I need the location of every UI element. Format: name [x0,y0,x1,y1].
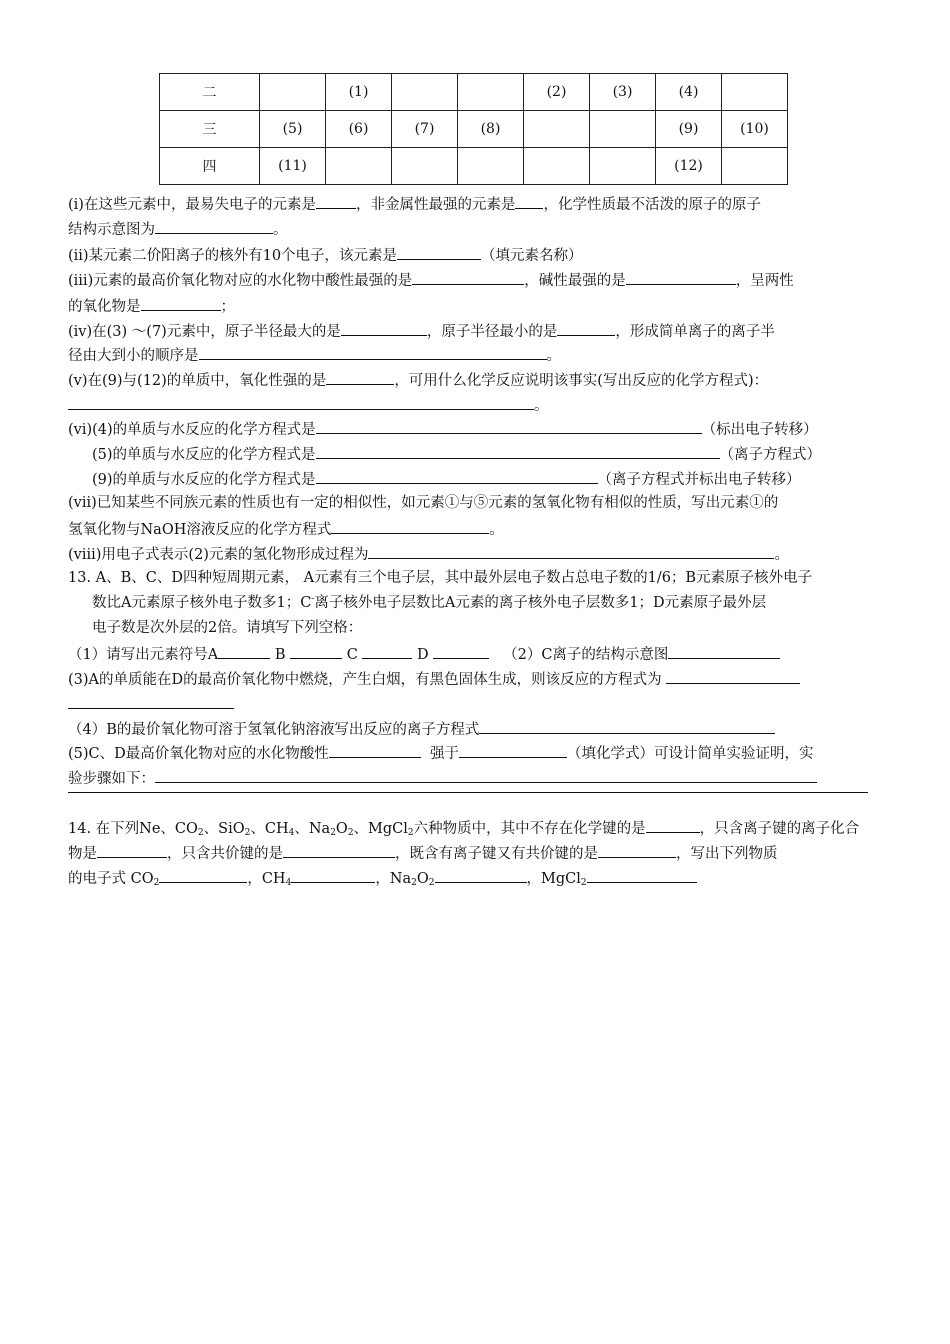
q13-part5-line1 [68,742,813,764]
table-cell: (11) [260,148,326,185]
text: 数比A元素原子核外电子数多1；C [92,595,312,611]
subscript: 2 [407,828,414,838]
periodic-table-fragment [159,73,788,185]
table-row [160,111,788,148]
q12-vi-line3 [92,468,801,490]
text: C [346,647,358,663]
answer-blank[interactable] [646,817,700,833]
text: ，非金属性最强的元素是 [355,197,516,213]
text: (5)C、D最高价氧化物对应的水化物酸性 [68,746,329,762]
q13-part3 [68,668,800,690]
text: 强于 [429,746,459,762]
subscript: 2 [330,828,336,838]
q12-vi-line2 [92,443,821,465]
text: （填化学式）可设计简单实验证明，实 [566,746,814,762]
q13-part1-2 [68,643,780,665]
text: 。 [546,348,561,364]
table-cell: (4) [656,74,722,111]
q12-iii-line1 [68,269,794,291]
text: 。 [534,398,549,414]
text: 的电子式 CO [68,871,154,887]
answer-blank[interactable] [290,643,342,659]
text: 13. A、B、C、D四种短周期元素， A元素有三个电子层，其中最外层电子数占总电子数的1/6；B元素原子核外电子 [68,570,813,586]
text: 物是 [68,846,97,862]
q13-part5-line3 [68,777,868,799]
answer-blank[interactable] [316,443,720,459]
text: （标出电子转移） [701,422,818,438]
answer-blank[interactable] [68,777,868,793]
text: 结构示意图为 [68,222,155,238]
table-cell: (10) [722,111,788,148]
table-cell [590,148,656,185]
text: （离子方程式并标出电子转移） [597,472,801,488]
text: (ⅵ)(4)的单质与水反应的化学方程式是 [68,422,316,438]
period-label: 三 [160,111,260,148]
text: 、CH [250,821,289,837]
text: ； [220,299,235,315]
table-row [160,74,788,111]
subscript: 2 [347,828,354,838]
answer-blank[interactable] [479,718,775,734]
text: ，可用什么化学反应说明该事实(写出反应的化学方程式)： [394,373,769,389]
table-cell [590,111,656,148]
subscript: 2 [244,828,251,838]
answer-blank[interactable] [433,643,489,659]
text: ，只含共价键的是 [167,846,283,862]
table-cell [722,148,788,185]
q12-iv-line2 [68,344,561,366]
text: ，Na [375,871,412,887]
text: (ⅷ)用电子式表示(2)元素的氢化物形成过程为 [68,547,369,563]
table-cell: (1) [326,74,392,111]
answer-blank[interactable] [316,193,356,209]
table-cell [524,111,590,148]
table-cell [458,148,524,185]
text: (ⅶ)已知某些不同族元素的性质也有一定的相似性，如元素①与⑤元素的氢氧化物有相似的性质，写出元素①的 [68,495,779,511]
text: (ⅰ)在这些元素中，最易失电子的元素是 [68,197,316,213]
text: 。 [489,522,504,538]
table-cell [326,148,392,185]
answer-blank[interactable] [199,344,547,360]
answer-blank[interactable] [97,842,167,858]
text: (3)A的单质能在D的最高价氧化物中燃烧，产生白烟，有黑色固体生成，则该反应的方程式为 [68,672,662,688]
subscript: 2 [411,878,417,888]
text: (5)的单质与水反应的化学方程式是 [92,447,316,463]
q12-i-line2 [68,218,288,240]
q14-line2 [68,842,778,864]
q12-vii-line1 [68,493,778,513]
q14-line3 [68,867,697,889]
text: D [417,647,429,663]
text: 14. 在下列Ne、CO [68,821,198,837]
text: ，形成简单离子的离子半 [615,324,775,340]
answer-blank[interactable] [557,320,615,336]
table-cell: (12) [656,148,722,185]
subscript: 2 [428,878,435,888]
text: 、Na [294,821,331,837]
text: ，原子半径最小的是 [426,324,558,340]
text: 。 [273,222,288,238]
subscript: 4 [285,878,292,888]
text: （4）B的最价氧化物可溶于氢氧化钠溶液写出反应的离子方程式 [68,722,480,738]
answer-blank[interactable] [668,643,780,659]
text: ，化学性质最不活泼的原子的原子 [543,197,761,213]
text: 氢氧化物与NaOH溶液反应的化学方程式 [68,522,332,538]
answer-blank[interactable] [362,643,412,659]
text: （填元素名称） [481,248,583,264]
text: （1）请写出元素符号A [68,647,219,663]
q12-v-line2 [68,394,549,416]
table-cell: (5) [260,111,326,148]
table-cell: (6) [326,111,392,148]
table-cell [392,74,458,111]
table-cell [392,148,458,185]
table-cell: (9) [656,111,722,148]
q12-ii-line [68,244,583,266]
text: (9)的单质与水反应的化学方程式是 [92,472,316,488]
text: O [416,871,429,887]
answer-blank[interactable] [155,218,273,234]
answer-blank[interactable] [666,668,800,684]
text: （2）C离子的结构示意图 [503,647,669,663]
q14-line1 [68,817,859,839]
answer-blank[interactable] [515,193,543,209]
text: ，碱性最强的是 [524,273,626,289]
text: 、MgCl [353,821,408,837]
answer-blank[interactable] [626,269,736,285]
q12-iv-line1 [68,320,775,342]
answer-blank[interactable] [316,418,702,434]
subscript: 2 [153,878,160,888]
q12-vi-line1 [68,418,818,440]
text: ，呈两性 [735,273,794,289]
table-row [160,148,788,185]
table-cell [458,74,524,111]
text: ，MgCl [526,871,581,887]
text: ，写出下列物质 [676,846,778,862]
text: ，只含离子键的离子化合 [699,821,860,837]
text: 。 [774,547,789,563]
answer-blank[interactable] [141,295,221,311]
answer-blank[interactable] [283,842,395,858]
q12-viii-line [68,543,789,565]
answer-blank[interactable] [435,867,527,883]
answer-blank[interactable] [326,369,394,385]
answer-blank[interactable] [412,269,524,285]
subscript: 2 [580,878,587,888]
answer-blank[interactable] [598,842,676,858]
table-cell [722,74,788,111]
answer-blank[interactable] [331,518,489,534]
q13-part4 [68,718,775,740]
text: 验步骤如下： [68,771,155,787]
table-cell: (3) [590,74,656,111]
text: B [274,647,286,663]
text: O [335,821,348,837]
text: ，既含有离子键又有共价键的是 [395,846,598,862]
answer-blank[interactable] [459,742,567,758]
q13-part3-cont [68,693,234,715]
text: 电子数是次外层的2倍。请填写下列空格： [92,620,363,636]
text: 的氧化物是 [68,299,141,315]
answer-blank[interactable] [159,867,247,883]
answer-blank[interactable] [316,468,598,484]
text: (ⅳ)在(3) ～(7)元素中，原子半径最大的是 [68,324,341,340]
text: 六种物质中，其中不存在化学键的是 [413,821,646,837]
answer-blank[interactable] [587,867,697,883]
q12-iii-line2 [68,295,235,317]
answer-blank[interactable] [68,693,234,709]
answer-blank[interactable] [397,244,481,260]
answer-blank[interactable] [291,867,375,883]
q13-line2 [92,593,766,613]
text: （离子方程式） [719,447,822,463]
text: ，CH [247,871,286,887]
answer-blank[interactable] [329,742,421,758]
subscript: 4 [288,828,295,838]
superscript: - [311,594,315,605]
text: (ⅴ)在(9)与(12)的单质中，氧化性强的是 [68,373,327,389]
table-cell: (7) [392,111,458,148]
table-cell [260,74,326,111]
period-label: 四 [160,148,260,185]
table-cell [524,148,590,185]
answer-blank[interactable] [68,394,534,410]
table-cell: (2) [524,74,590,111]
q13-line3 [92,618,362,638]
text: 径由大到小的顺序是 [68,348,199,364]
q12-i-line1 [68,193,761,215]
period-label: 二 [160,74,260,111]
q12-vii-line2 [68,518,504,540]
text: (ⅲ)元素的最高价氧化物对应的水化物中酸性最强的是 [68,273,413,289]
answer-blank[interactable] [341,320,427,336]
answer-blank[interactable] [218,643,270,659]
q12-v-line1 [68,369,768,391]
table-cell: (8) [458,111,524,148]
q13-line1 [68,568,812,588]
text: 离子核外电子层数比A元素的离子核外电子层数多1；D元素原子最外层 [314,595,767,611]
text: 、SiO [203,821,245,837]
text: (ⅱ)某元素二价阳离子的核外有10个电子，该元素是 [68,248,398,264]
answer-blank[interactable] [368,543,774,559]
subscript: 2 [197,828,204,838]
